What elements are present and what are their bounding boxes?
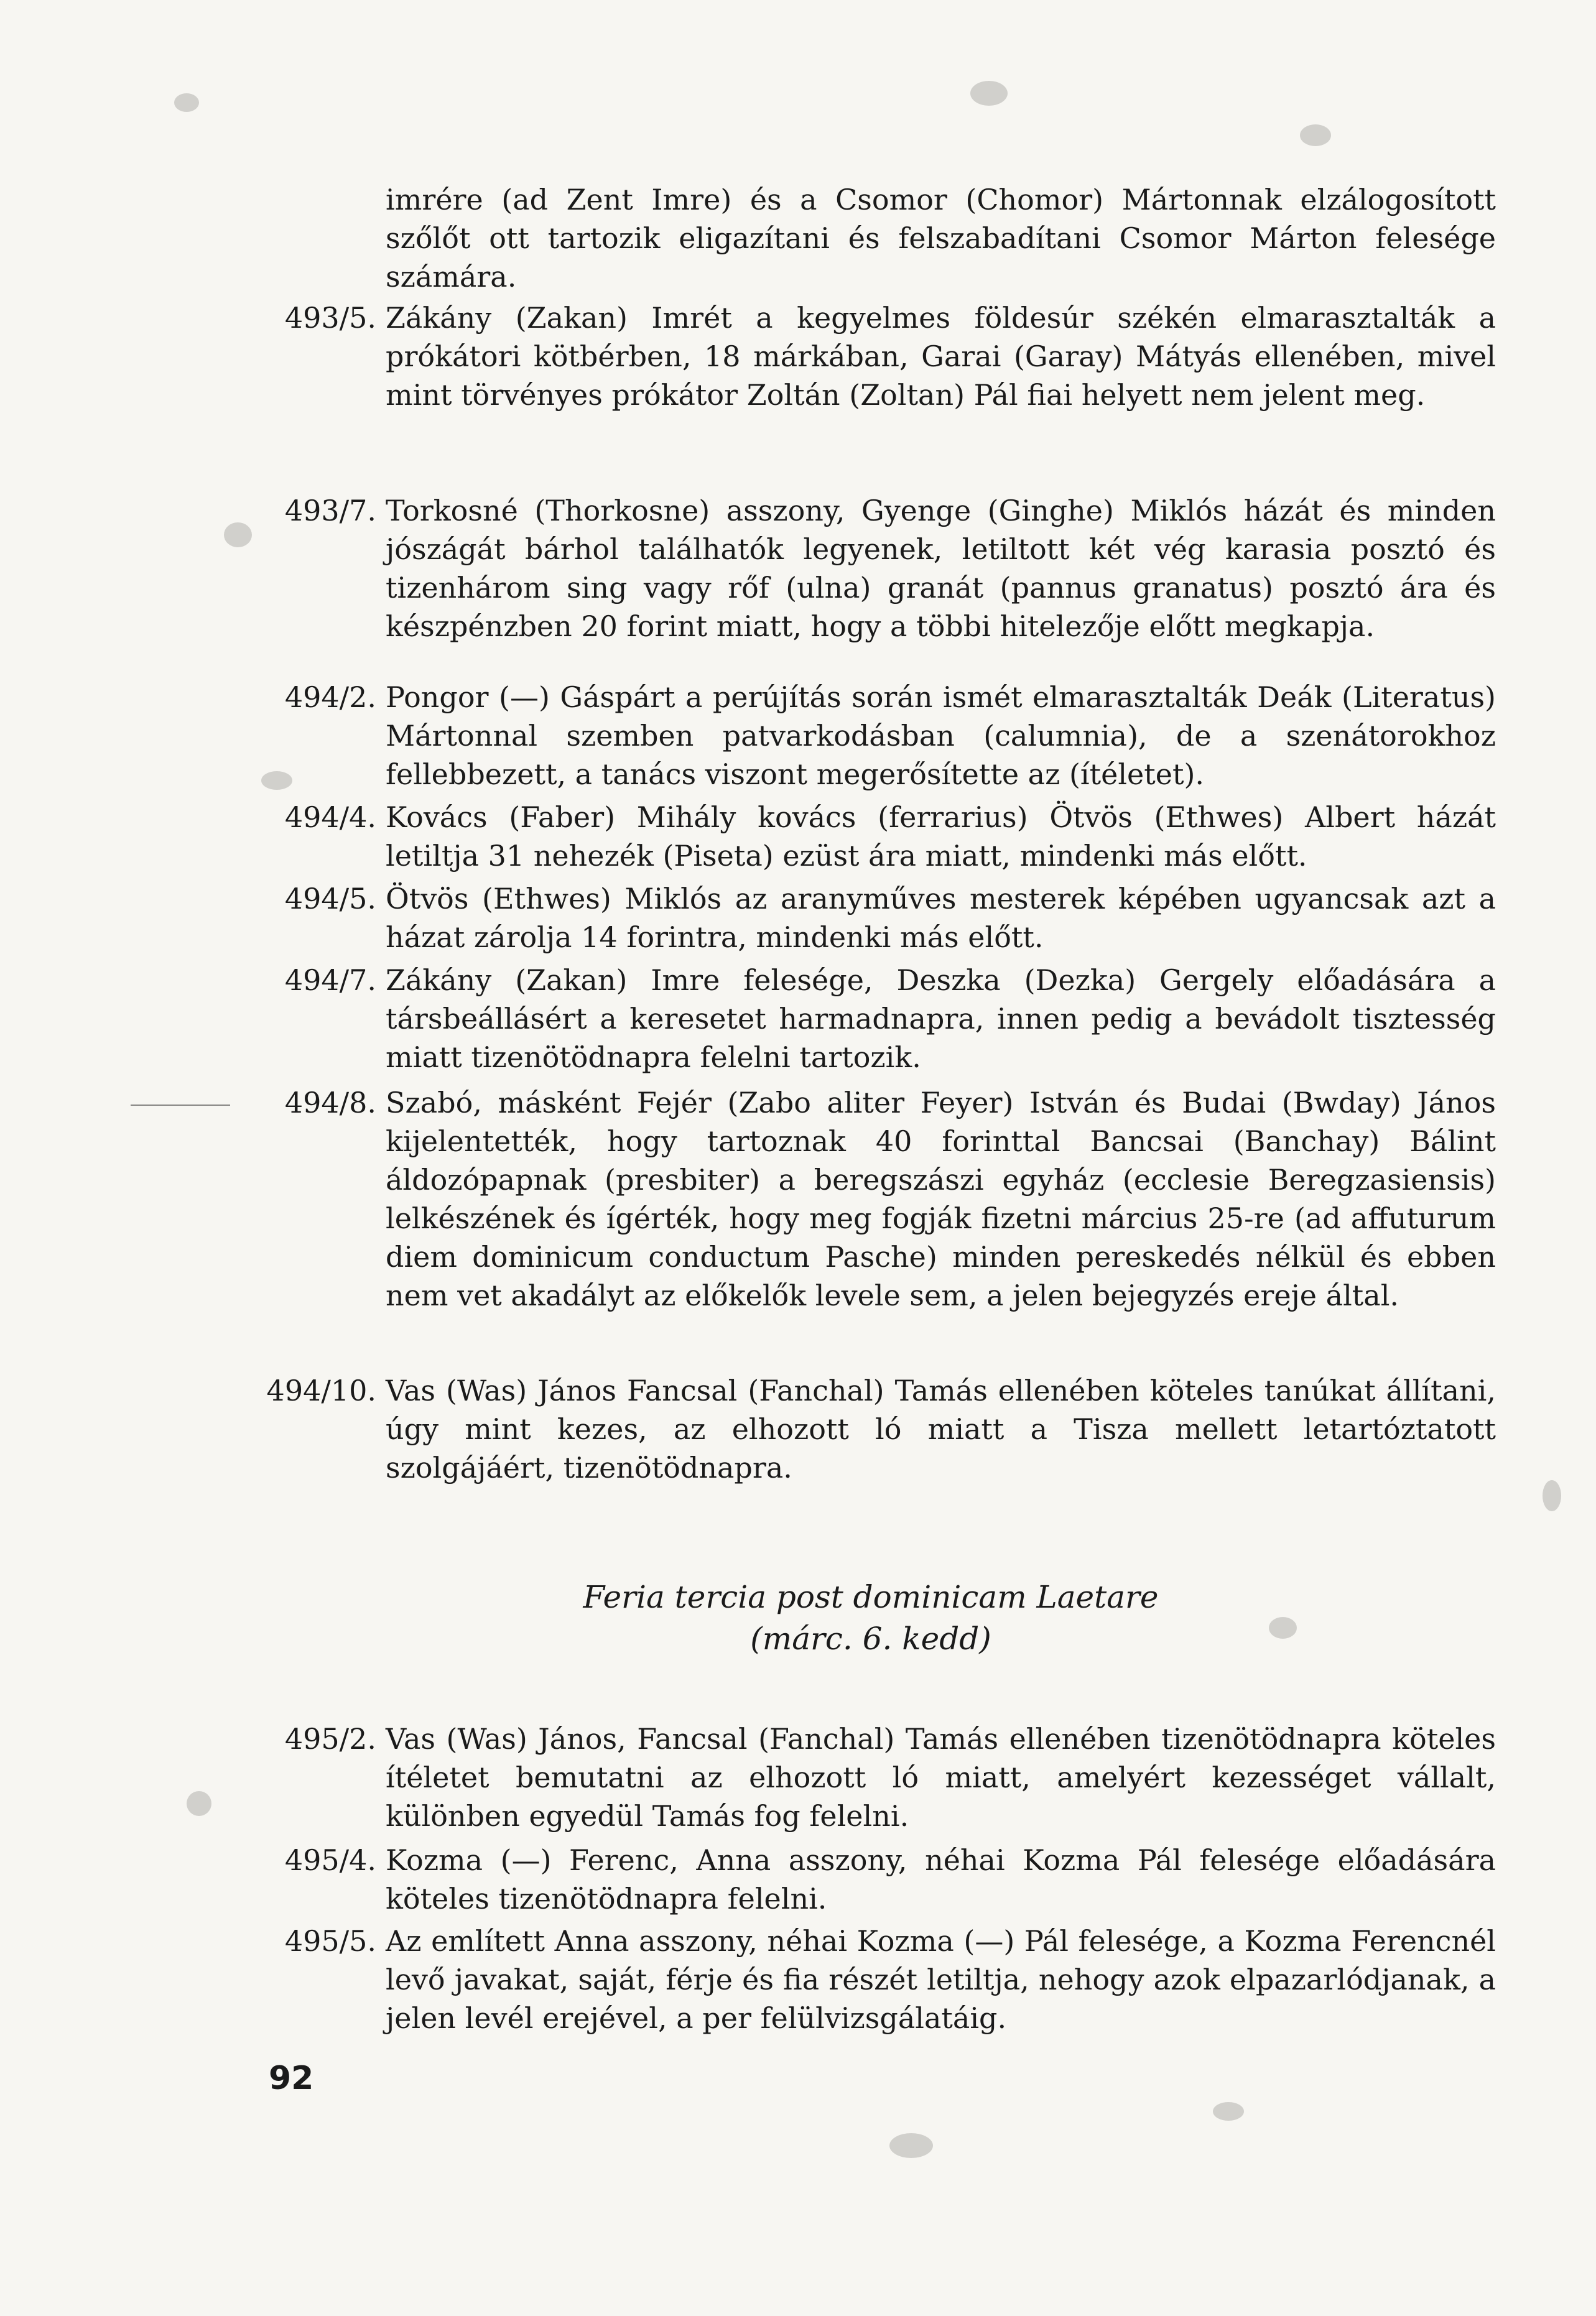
- entry-text: Kovács (Faber) Mihály kovács (ferrarius) Ötvös (Ethwes) Albert házát letiltja 31 nehezék (Piseta) ezüst ára miatt, mindenki más előtt.: [386, 800, 1496, 873]
- entry-text: Zákány (Zakan) Imrét a kegyelmes földesúr székén elmarasztalták a prókátori kötbérben, 18 márkában, Garai (Garay) Mátyás ellenében, mivel mint törvényes prókátor Zoltán (Zoltan) Pál fiai helyett nem jelent meg.: [386, 301, 1496, 412]
- entry-number: 493/5.: [284, 301, 376, 335]
- entry-495-5: [258, 1922, 1496, 2037]
- entry-494-5: [258, 879, 1496, 957]
- entry-text: Vas (Was) János, Fancsal (Fanchal) Tamás ellenében tizenötödnapra köteles ítéletet bemutatni az elhozott ló miatt, amelyért kezességet vállalt, különben egyedül Tamás fog felelni.: [386, 1722, 1496, 1833]
- entry-text: Torkosné (Thorkosne) asszony, Gyenge (Ginghe) Miklós házát és minden jószágát bárhol találhatók legyenek, letiltott két vég karasia posztó és tizenhárom sing vagy rőf (ulna) granát (pannus granatus) posztó ára és készpénzben 20 forint miatt, hogy a többi hitelezője előtt megkapja.: [386, 494, 1496, 643]
- entry-text: Ötvös (Ethwes) Miklós az aranyműves mesterek képében ugyancsak azt a házat zárolja 14 forintra, mindenki más előtt.: [386, 882, 1496, 954]
- entry-493-7: [258, 491, 1496, 646]
- entry-number: 494/5.: [284, 882, 376, 915]
- entry-494-2: [258, 678, 1496, 794]
- entry-text: Zákány (Zakan) Imre felesége, Deszka (Dezka) Gergely előadására a társbeállásért a keresetet harmadnapra, innen pedig a bevádolt tisztesség miatt tizenötödnapra felelni tartozik.: [386, 963, 1496, 1074]
- entry-text: Szabó, másként Fejér (Zabo aliter Feyer) István és Budai (Bwday) János kijelentették, hogy tartoznak 40 forinttal Bancsai (Banchay) Bálint áldozópapnak (presbiter) a beregszászi egyház (ecclesie Beregzasiensis) lelkészének és ígérték, hogy meg fogják fizetni március 25-re (ad affuturum diem dominicum conductum Pasche) minden pereskedés nélkül és ebben nem vet akadályt az előkelők levele sem, a jelen bejegyzés ereje által.: [386, 1086, 1496, 1312]
- entry-text: Vas (Was) János Fancsal (Fanchal) Tamás ellenében köteles tanúkat állítani, úgy mint kezes, az elhozott ló miatt a Tisza mellett letartóztatott szolgájáért, tizenötödnapra.: [386, 1374, 1496, 1485]
- entry-text: Pongor (—) Gáspárt a perújítás során ismét elmarasztalták Deák (Literatus) Mártonnal szemben patvarkodásban (calumnia), de a szenátorokhoz fellebbezett, a tanács viszont megerősítette az (ítéletet).: [386, 680, 1496, 791]
- entry-text: Kozma (—) Ferenc, Anna asszony, néhai Kozma Pál felesége előadására köteles tizenötödnapra felelni.: [386, 1843, 1496, 1915]
- entry-494-8: [258, 1083, 1496, 1315]
- entry-number: 494/10.: [266, 1374, 376, 1407]
- entry-number: 493/7.: [284, 494, 376, 527]
- entry-494-10: [258, 1371, 1496, 1487]
- entry-494-4: [258, 798, 1496, 875]
- margin-rule: [131, 1105, 230, 1106]
- entry-495-4: [258, 1841, 1496, 1918]
- entry-495-2: [258, 1720, 1496, 1835]
- section-heading-line1: Feria tercia post dominicam Laetare: [583, 1579, 1159, 1615]
- section-heading-line2: (márc. 6. kedd): [750, 1621, 991, 1657]
- entry-number: 494/8.: [284, 1086, 376, 1119]
- entry-text: Az említett Anna asszony, néhai Kozma (—) Pál felesége, a Kozma Ferencnél levő javakat, saját, férje és fia részét letiltja, nehogy azok elpazarlódjanak, a jelen levél erejével, a per felülvizsgálatáig.: [386, 1924, 1496, 2035]
- entry-number: 495/2.: [284, 1722, 376, 1756]
- entry-number: 494/7.: [284, 963, 376, 997]
- intro-paragraph: imrére (ad Zent Imre) és a Csomor (Chomor) Mártonnak elzálogosított szőlőt ott tartozik eligazítani és felszabadítani Csomor Márton felesége számára.: [386, 183, 1496, 294]
- entry-493-5: [258, 299, 1496, 414]
- entry-494-7: [258, 961, 1496, 1077]
- entry-number: 494/2.: [284, 680, 376, 714]
- entry-number: 495/5.: [284, 1924, 376, 1958]
- page-number: 92: [269, 2060, 314, 2097]
- entry-number: 495/4.: [284, 1843, 376, 1877]
- entry-number: 494/4.: [284, 800, 376, 834]
